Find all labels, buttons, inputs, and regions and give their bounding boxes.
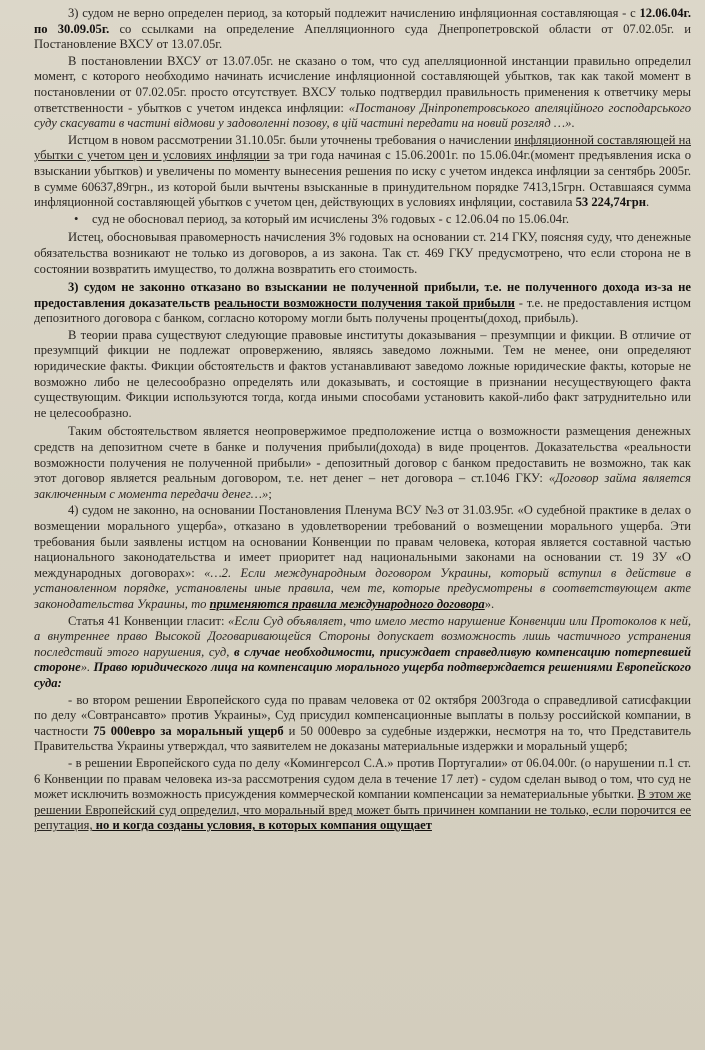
paragraph-claims-clarified: Истцом в новом рассмотрении 31.10.05г. были уточнены требования о начислении инфляционной составляющей на убытки с учетом цен и условиях инфляции за три года начиная с 15.06.2001г. по 15.06.04г.(момент предъявления иска о взыскании убытков) и увеличены по моменту вынесения решения по иску с учетом индекса инфляции за сентябрь 2005г. в сумме 60637,89грн., из которой были вычтены взысканные в принудительном порядке 7413,15грн. Оставшаяся сумма инфляционной составляющей убытков с учетом цен, действующих в условиях инфляции, составила 53 224,74грн. [34, 132, 691, 210]
paragraph-presumptions-fictions: В теории права существуют следующие правовые институты доказывания – презумпции и фикции. В отличие от презумпций фикции не подлежат опровержению, являясь заведомо ложными. Тем не менее, они определяют юридические факты. Фикции обстоятельств и фактов устанавливают заведомо ложные юридические факты, которые не возможно либо не целесообразно определять или доказывать, и состоящие в признании несуществующего факта существующим. Фикции используются тогда, когда иными способами установить какой-либо факт затруднительно или не целесообразно. [34, 327, 691, 420]
paragraph-deposit-assumption: Таким обстоятельством является неопровержимое предположение истца о возможности размещения денежных средств на депозитном счете в банке и получения прибыли(дохода) в виде процентов. Доказательства «реальности возможности получения не полученной прибыли» - депозитный договор с банком предоставить не возможно, так как этот договор является реальным договором, т.е. нет денег – нет договора – ст.1046 ГКУ: «Договор займа является заключенным с момента передачи денег…»; [34, 424, 691, 501]
bullet-item: • суд не обосновал период, за который им исчислены 3% годовых - с 12.06.04 по 15.06.04г. [74, 212, 691, 228]
paragraph-comingersoll: - в решении Европейского суда по делу «Комингерсол С.А.» против Португалии» от 06.04.00г. (о нарушении п.1 ст. 6 Конвенции по правам человека из-за рассмотрения судом дела в течение 17 лет) - судом сделан вывод о том, что суд не может исключить возможность присуждения коммерческой компании компенсации за нематериальные убытки. В этом же решении Европейский суд определил, что моральный вред может быть причинен компании не только, если порочится ее репутация, но и когда созданы условия, в которых компания ощущает [34, 755, 691, 833]
paragraph-vhsu-ruling: В постановлении ВХСУ от 13.07.05г. не сказано о том, что суд апелляционной инстанции правильно определил момент, с которого необходимо начинать исчисление инфляционной составляющей убытков, так как такой момент в постановлении от 07.02.05г. просто отсутствует. ВХСУ только подтвердил правильность применения к ответчику меры ответственности - убытков с учетом индекса инфляции: «Постанову Дніпропетровського апеляційного господарського суду скасувати в частині відмови у задоволенні позову, в цій частині передати на новий розгляд …». [34, 53, 691, 131]
paragraph-period-inflation: 3) судом не верно определен период, за который подлежит начислению инфляционная составляющая - с 12.06.04г. по 30.09.05г. со ссылками на определение Апелляционного суда Днепропетровской области от 07.02.05г. и Постановление ВХСУ от 13.07.05г. [34, 6, 691, 52]
paragraph-lost-profit: 3) судом не законно отказано во взыскании не полученной прибыли, т.е. не полученного дохода из-за не предоставления доказательств реальности возможности получения такой прибыли - т.е. не предоставления истцом депозитного договора с банком, согласно которому могли быть получены проценты(доход, прибыль). [34, 280, 691, 326]
amount-total: 53 224,74грн [575, 195, 646, 210]
quote-ukrainian: «Постанову Дніпропетровського апеляційного господарського суду скасувати в частині відмови у задоволенні позову, в цій частині передати на новий розгляд …» [34, 100, 691, 131]
paragraph-moral-damage: 4) судом не законно, на основании Постановления Пленума ВСУ №3 от 31.03.95г. «О судебной практике в делах о возмещении морального ущерба», отказано в удовлетворении требований о возмещении морального ущерба. Эти требования были заявлены истцом на основании Конвенции по правам человека, которая является составной частью национального законодательства и имеет приоритет над национальными законами на основании ст. 19 ЗУ «О международных договорах»: «…2. Если международным договором Украины, который вступил в действие в установленном порядке, установлены иные правила, чем те, которые предусмотрены в соответствующем акте законодательства Украины, то применяются правила международного договора». [34, 503, 691, 611]
paragraph-three-percent: Истец, обосновывая правомерность начисления 3% годовых на основании ст. 214 ГКУ, поясняя суду, что денежные обязательства возникают не только из договоров, а из закона. Так ст. 469 ГКУ предусмотрено, что если сторона не в состоянии возвратить имущество, то должна возвратить его стоимость. [34, 230, 691, 276]
paragraph-article-41: Статья 41 Конвенции гласит: «Если Суд объявляет, что имело место нарушение Конвенции или Протоколов к ней, а внутреннее право Высокой Договаривающейся Стороны допускает возможность лишь частичного устранения последствий этого нарушения, суд, в случае необходимости, присуждает справедливую компенсацию потерпевшей стороне». Право юридического лица на компенсацию морального ущерба подтверждается решениями Европейского суда: [34, 613, 692, 690]
paragraph-sovtransavto: - во втором решении Европейского суда по правам человека от 02 октября 2003года о справедливой сатисфакции по делу «Совтрансавто» против Украины», Суд присудил компенсационные выплаты в пользу российской компании, в частности 75 000евро за моральный ущерб и 50 000евро за судебные издержки, несмотря на то, что Представитель Правительства Украины утверждал, что заявителем не доказаны материальные издержки и моральный ущерб; [34, 692, 691, 754]
